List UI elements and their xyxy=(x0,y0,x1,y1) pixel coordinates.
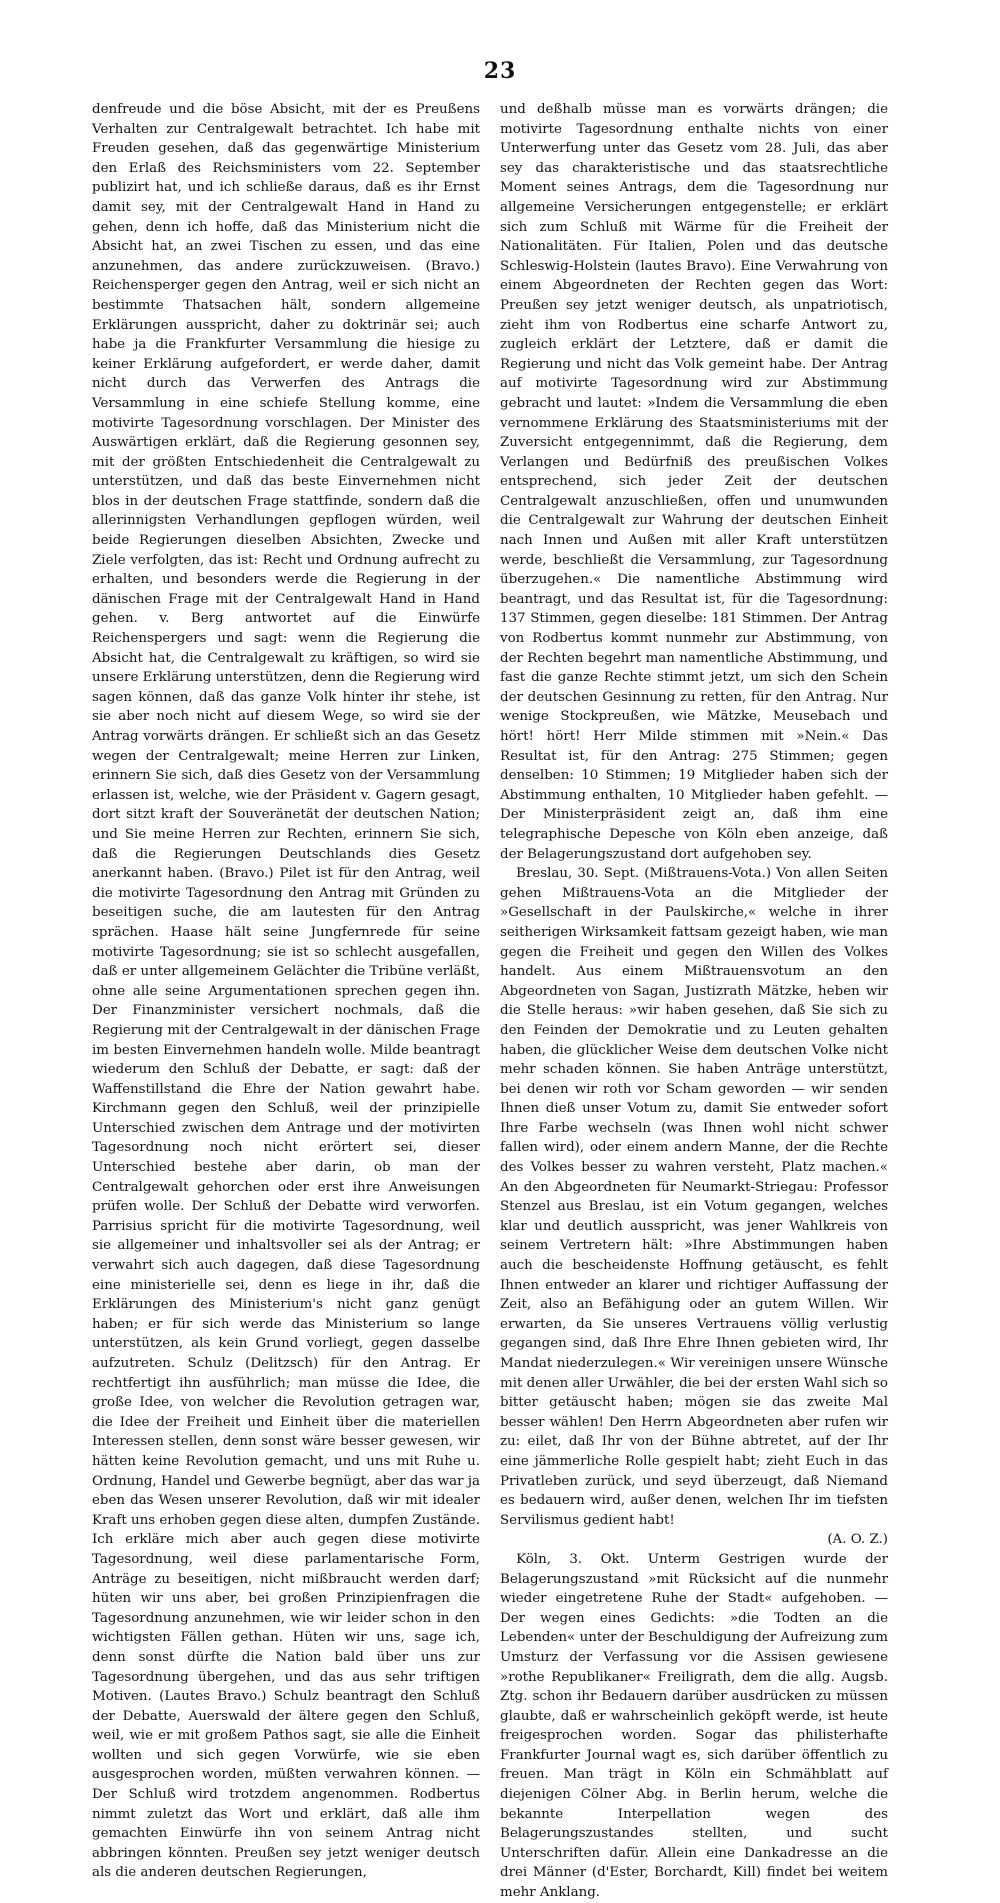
right-paragraph-koeln: Köln, 3. Okt. Unterm Gestrigen wurde der Belagerungszustand »mit Rücksicht auf die nunmehr wieder eingetretene Ruhe der Stadt« aufgehoben. — Der wegen eines Gedichts: »die Todten an die Lebenden« unter der Beschuldigung der Aufreizung zum Umsturz der Verfassung vor die Assisen gewiesene »rothe Republikaner« Freiligrath, dem die allg. Augsb. Ztg. schon ihr Bedauern darüber ausdrücken zu müssen glaubte, daß er wahrscheinlich geköpft werde, ist heute freigesprochen worden. Sogar das philisterhafte Frankfurter Journal wagt es, sich darüber öffentlich zu freuen. Man trägt in Köln ein Schmähblatt auf diejenigen Cölner Abg. in Berlin herum, welche die bekannte Interpellation wegen des Belagerungszustandes stellten, und sucht Unterschriften dafür. Allein eine Dankadresse an die drei Männer (d'Ester, Borchardt, Kill) findet bei weitem mehr Anklang. xyxy=(500,1551,888,1901)
source-signature: (A. O. Z.) xyxy=(827,1532,888,1548)
page-number: 23 xyxy=(483,58,517,84)
right-column xyxy=(500,100,888,1901)
left-column xyxy=(92,100,481,1881)
left-paragraph: denfreude und die böse Absicht, mit der es Preußens Verhalten zur Centralgewalt betrachtet. Ich habe mit Freuden gesehen, daß das gegenwärtige Ministerium den Erlaß des Reichsministers vom 22. September publizirt hat, und ich schließe daraus, daß es ihr Ernst damit sey, mit der Centralgewalt Hand in Hand zu gehen, denn ich hoffe, daß das Ministerium nicht die Absicht hat, an zwei Tischen zu essen, und das eine anzunehmen, das andere zurückzuweisen. (Bravo.) Reichensperger gegen den Antrag, weil er sich nicht an bestimmte Thatsachen hält, sondern allgemeine Erklärungen ausspricht, daher zu doktrinär sei; auch habe ja die Frankfurter Versammlung die hiesige zu keiner Erklärung aufgefordert, er werde daher, damit nicht durch das Verwerfen des Antrags die Versammlung in eine schiefe Stellung komme, eine motivirte Tagesordnung vorschlagen. Der Minister des Auswärtigen erklärt, daß die Regierung gesonnen sey, mit der größten Entschiedenheit die Centralgewalt zu unterstützen, und daß das beste Einvernehmen nicht blos in der deutschen Frage stattfinde, sondern daß die allerinnigsten Verhandlungen gepflogen würden, weil beide Regierungen dieselben Absichten, Zwecke und Ziele verfolgten, das ist: Recht und Ordnung aufrecht zu erhalten, und besonders werde die Regierung in der dänischen Frage mit der Centralgewalt Hand in Hand gehen. v. Berg antwortet auf die Einwürfe Reichenspergers und sagt: wenn die Regierung die Absicht hat, die Centralgewalt zu kräftigen, so wird sie unsere Erklärung unterstützen, denn die Regierung wird sagen können, daß das ganze Volk hinter ihr stehe, ist sie aber noch nicht auf diesem Wege, so wird sie der Antrag vorwärts drängen. Er schließt sich an das Gesetz wegen der Centralgewalt; meine Herren zur Linken, erinnern Sie sich, daß dies Gesetz von der Versammlung erlassen ist, welche, wie der Präsident v. Gagern gesagt, dort sitzt kraft der Souveränetät der deutschen Nation; und Sie meine Herren zur Rechten, erinnern Sie sich, daß die Regierungen Deutschlands dies Gesetz anerkannt haben. (Bravo.) Pilet ist für den Antrag, weil die motivirte Tagesordnung den Antrag mit Gründen zu beseitigen suche, die am lautesten für den Antrag sprächen. Haase hält seine Jungfernrede für seine motivirte Tagesordnung; sie ist so schlecht ausgefallen, daß er unter allgemeinem Gelächter die Tribüne verläßt, ohne alle seine Argumentationen sprechen gegen ihn. Der Finanzminister versichert nochmals, daß die Regierung mit der Centralgewalt in der dänischen Frage im besten Einvernehmen handeln wolle. Milde beantragt wiederum den Schluß der Debatte, er sagt: daß der Waffenstillstand die Ehre der Nation gewahrt habe. Kirchmann gegen den Schluß, weil der prinzipielle Unterschied zwischen dem Antrage und der motivirten Tagesordnung noch nicht erörtert sei, dieser Unterschied bestehe aber darin, ob man der Centralgewalt gehorchen oder erst ihre Anweisungen prüfen wolle. Der Schluß der Debatte wird verworfen. Parrisius spricht für die motivirte Tagesordnung, weil sie allgemeiner und inhaltsvoller sei als der Antrag; er verwahrt sich auch dagegen, daß diese Tagesordnung eine ministerielle sei, denn es liege in ihr, daß die Erklärungen des Ministerium's nicht ganz genügt haben; er für sich werde das Ministerium so lange unterstützen, als kein Grund vorliegt, gegen dasselbe aufzutreten. Schulz (Delitzsch) für den Antrag. Er rechtfertigt ihn ausführlich; man müsse die Idee, die große Idee, von welcher die Revolution getragen war, die Idee der Freiheit und Einheit über die materiellen Interessen stellen, denn sonst wäre besser gewesen, wir hätten keine Revolution gemacht, und uns mit Ruhe u. Ordnung, Handel und Gewerbe begnügt, aber das war ja eben das Wesen unserer Revolution, daß wir mit idealer Kraft uns erhoben gegen diese alten, dumpfen Zustände. Ich erkläre mich aber auch gegen diese motivirte Tagesordnung, weil diese parlamentarische Form, Anträge zu beseitigen, nicht mißbraucht werden darf; hüten wir uns aber, bei großen Prinzipienfragen die Tagesordnung anzunehmen, wie wir leider schon in den wichtigsten Fällen gethan. Hüten wir uns, sage ich, denn sonst dürfte die Nation bald über uns zur Tagesordnung übergehen, und das aus sehr triftigen Motiven. (Lautes Bravo.) Schulz beantragt den Schluß der Debatte, Auerswald der ältere gegen den Schluß, weil, wie er mit großem Pathos sagt, sie alle die Einheit wollten und sich gegen Vorwürfe, wie sie eben ausgesprochen worden, müßten verwahren können. — Der Schluß wird trotzdem angenommen. Rodbertus nimmt zuletzt das Wort und erklärt, daß alle ihm gemachten Einwürfe ihn von seinem Antrag nicht abbringen könnten. Preußen sey jetzt weniger deutsch als die anderen deutschen Regierungen, xyxy=(92,102,481,1881)
right-paragraph-rodbertus-vote: und deßhalb müsse man es vorwärts drängen; die motivirte Tagesordnung enthalte nichts von einer Unterwerfung unter das Gesetz vom 28. Juli, das aber sey das charakteristische und das staatsrechtliche Moment seines Antrags, dem die Tagesordnung nur allgemeine Versicherungen entgegenstelle; er erklärt sich zum Schluß mit Wärme für die Freiheit der Nationalitäten. Für Italien, Polen und das deutsche Schleswig-Holstein (lautes Bravo). Eine Verwahrung von einem Abgeordneten der Rechten gegen das Wort: Preußen sey jetzt weniger deutsch, als unpatriotisch, zieht ihm von Rodbertus eine scharfe Antwort zu, zugleich erklärt der Letztere, daß er damit die Regierung und nicht das Volk gemeint habe. Der Antrag auf motivirte Tagesordnung wird zur Abstimmung gebracht und lautet: »Indem die Versammlung die eben vernommene Erklärung des Staatsministeriums mit der Zuversicht entgegennimmt, daß die Regierung, dem Verlangen und Bedürfniß des preußischen Volkes entsprechend, sich jeder Zeit der deutschen Centralgewalt anzuschließen, offen und unumwunden die Centralgewalt zur Wahrung der deutschen Einheit nach Innen und Außen mit aller Kraft unterstützen werde, beschließt die Versammlung, zur Tagesordnung überzugehen.« Die namentliche Abstimmung wird beantragt, und das Resultat ist, für die Tagesordnung: 137 Stimmen, gegen dieselbe: 181 Stimmen. Der Antrag von Rodbertus kommt nunmehr zur Abstimmung, von der Rechten begehrt man namentliche Abstimmung, und fast die ganze Rechte stimmt jetzt, um sich den Schein der deutschen Gesinnung zu retten, für den Antrag. Nur wenige Stockpreußen, wie Mätzke, Meusebach und hört! hört! Herr Milde stimmen mit »Nein.« Das Resultat ist, für den Antrag: 275 Stimmen; gegen denselben: 10 Stimmen; 19 Mitglieder haben sich der Abstimmung enthalten, 10 Mitglieder haben gefehlt. — Der Ministerpräsident zeigt an, daß ihm eine telegraphische Depesche von Köln eben anzeige, daß der Belagerungszustand dort aufgehoben sey. xyxy=(500,102,888,862)
right-paragraph-breslau: Breslau, 30. Sept. (Mißtrauens-Vota.) Von allen Seiten gehen Mißtrauens-Vota an die Mitglieder der »Gesellschaft in der Paulskirche,« welche in ihrer seitherigen Wirksamkeit fattsam gezeigt haben, wie man gegen die Freiheit und gegen den Willen des Volkes handelt. Aus einem Mißtrauensvotum an den Abgeordneten von Sagan, Justizrath Mätzke, heben wir die Stelle heraus: »wir haben gesehen, daß Sie sich zu den Feinden der Demokratie und zu Leuten gehalten haben, die glücklicher Weise dem deutschen Volke nicht mehr schaden können. Sie haben Anträge unterstützt, bei denen wir roth vor Scham geworden — wir senden Ihnen dieß unser Votum zu, damit Sie entweder sofort Ihre Farbe wechseln (was Ihnen wohl nicht schwer fallen wird), oder einem andern Manne, der die Rechte des Volkes besser zu wahren versteht, Platz machen.« An den Abgeordneten für Neumarkt-Striegau: Professor Stenzel aus Breslau, ist ein Votum gegangen, welches klar und deutlich ausspricht, was jener Wahlkreis von seinem Vertretern hält: »Ihre Abstimmungen haben auch die bescheidenste Hoffnung getäuscht, es fehlt Ihnen entweder an klarer und richtiger Auffassung der Zeit, also an Befähigung oder an gutem Willen. Wir erwarten, da Sie unseres Vertrauens völlig verlustig gegangen sind, daß Ihre Ehre Ihnen gebieten wird, Ihr Mandat niederzulegen.« Wir vereinigen unsere Wünsche mit denen aller Urwähler, die bei der ersten Wahl sich so bitter getäuscht haben; mögen sie das zweite Mal besser wählen! Den Herrn Abgeordneten aber rufen wir zu: eilet, daß Ihr von der Bühne abtretet, auf der Ihr eine jämmerliche Rolle gespielt habt; zieht Euch in das Privatleben zurück, und seyd überzeugt, daß Niemand es bedauern wird, außer denen, welchen Ihr im tiefsten Servilismus gedient habt! xyxy=(500,866,888,1528)
